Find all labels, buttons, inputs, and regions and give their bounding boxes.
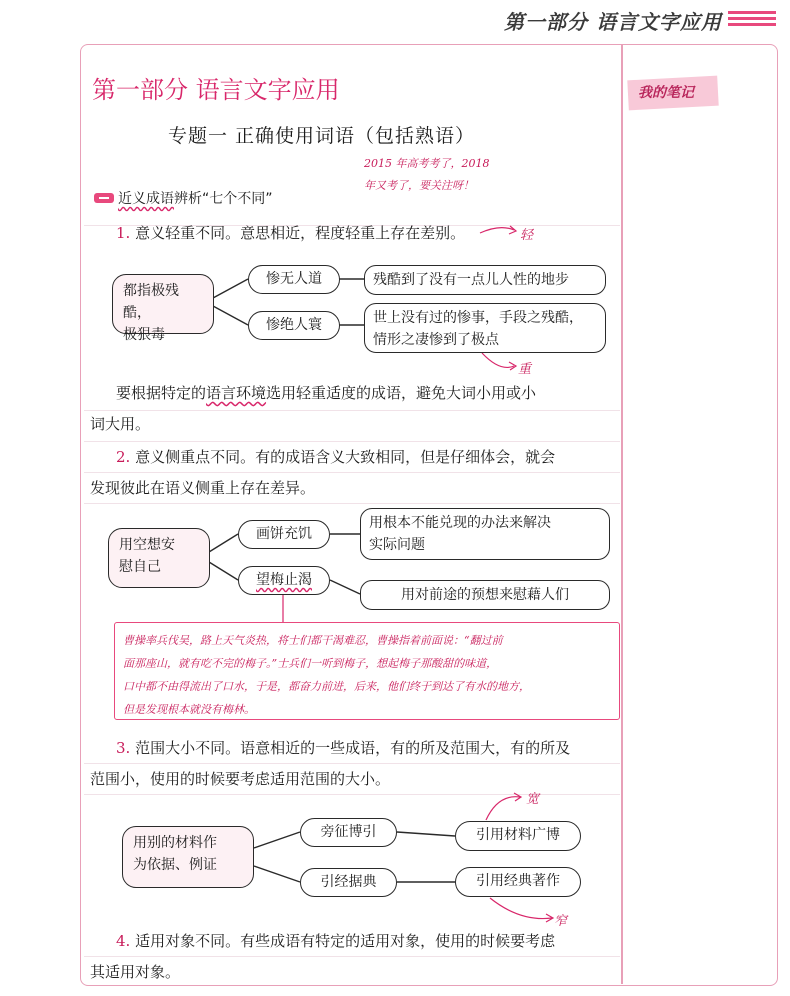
point-4-text: 适用对象不同。有些成语有特定的适用对象，使用的时候要考虑 [130,932,556,950]
diagram-2-meaning-1-line1: 用根本不能兑现的办法来解决 [369,515,551,531]
diagram-3-root-line2: 为依据、例证 [133,857,217,873]
diagram-1-term-1: 惨无人道 [248,265,340,294]
diagram-3-term-1: 旁征博引 [300,818,397,847]
point-3-text: 范围大小不同。语意相近的一些成语，有的所及范围大，有的所及 [130,739,571,757]
diagram-1-root-line1: 都指极残酷， [123,283,179,321]
story-note-box [114,622,620,720]
running-header-title: 第一部分 语言文字应用 [504,10,722,34]
diagram-2-root [108,528,210,588]
paragraph-context-line2: 词大用。 [90,415,151,433]
section-title-emphasis: 近义成语 [118,191,174,207]
diagram-3-root-line1: 用别的材料作 [133,835,217,851]
section-title-rest: 辨析“七个不同” [174,191,273,207]
paragraph-context-line1 [116,378,536,409]
story-line: 但是发现根本就没有梅林。 [123,703,255,716]
point-2-line1 [116,442,555,473]
diagram-2-meaning-2: 用对前途的预想来慰藉人们 [360,580,610,610]
story-line: 面那座山，就有吃不完的梅子。”士兵们一听到梅子，想起梅子那酸甜的味道， [123,657,498,670]
notes-label: 我的笔记 [638,85,694,101]
point-1-text: 意义轻重不同。意思相近，程度轻重上存在差别。 [130,224,466,242]
annotation-light: 轻 [520,228,534,243]
handwritten-note-line1: 2015 年高考考了，2018 [364,157,490,170]
point-2-number: 2. [116,448,131,466]
diagram-3-root [122,826,254,888]
diagram-2-meaning-1 [360,508,610,560]
point-3-line2: 范围小，使用的时候要考虑适用范围的大小。 [90,770,391,788]
point-2-line2: 发现彼此在语义侧重上存在差异。 [90,479,316,497]
story-line: 口中都不由得流出了口水，于是，都奋力前进，后来，他们终于到达了有水的地方， [123,680,530,693]
point-4-line2: 其适用对象。 [90,963,181,981]
diagram-1-meaning-2 [364,303,606,353]
story-line: 曹操率兵伐吴，路上天气炎热，将士们都干渴难忍，曹操指着前面说：“翻过前 [123,634,503,647]
point-4-number: 4. [116,932,131,950]
paragraph-context-text-a: 要根据特定的 [116,384,207,402]
point-3-number: 3. [116,739,131,757]
topic-title: 专题一 正确使用词语（包括熟语） [168,125,476,147]
point-4-line1 [116,926,555,957]
diagram-1-term-2: 惨绝人寰 [248,311,340,340]
diagram-2-term-2: 望梅止渴 [238,566,330,595]
point-3-line1 [116,733,570,764]
paragraph-context-text-b: 选用轻重适度的成语，避免大词小用或小 [266,384,537,402]
diagram-1-meaning-1: 残酷到了没有一点儿人性的地步 [364,265,606,295]
diagram-1-root [112,274,214,343]
diagram-2-root-line2: 慰自己 [119,559,161,575]
diagram-1-meaning-2-line2: 情形之凄惨到了极点 [373,332,499,348]
diagram-1-meaning-2-line1: 世上没有过的惨事，手段之残酷， [373,310,583,326]
diagram-3-term-2: 引经据典 [300,868,397,897]
diagram-2-root-line1: 用空想安 [119,537,175,553]
annotation-narrow: 窄 [554,914,568,929]
part-title: 第一部分 语言文字应用 [92,76,340,104]
diagram-1-root-line2: 极狠毒 [123,327,165,343]
annotation-heavy: 重 [518,362,532,377]
annotation-wide: 宽 [526,792,540,807]
handwritten-note-line2: 年又考了，要关注呀！ [364,179,474,192]
diagram-3-meaning-1: 引用材料广博 [455,821,581,851]
diagram-2-meaning-1-line2: 实际问题 [369,537,425,553]
diagram-3-meaning-2: 引用经典著作 [455,867,581,897]
paragraph-context-emphasis: 语言环境 [206,384,267,402]
point-2-text: 意义侧重点不同。有的成语含义大致相同，但是仔细体会，就会 [130,448,556,466]
point-1-number: 1. [116,224,131,242]
diagram-2-term-1: 画饼充饥 [238,520,330,549]
